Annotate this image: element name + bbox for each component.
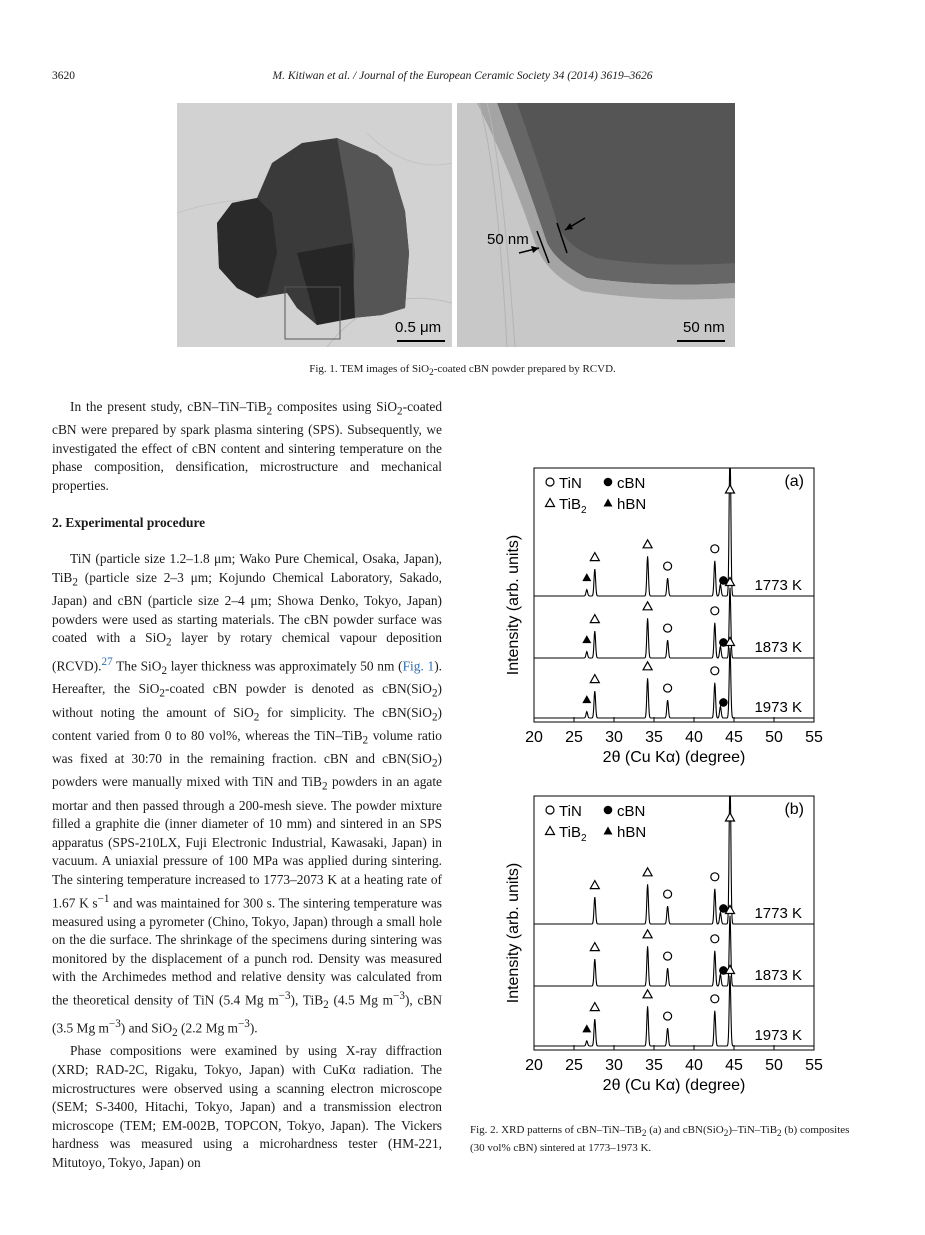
peak-marker: [643, 540, 652, 548]
x-tick-label: 45: [725, 1057, 743, 1074]
peak-marker: [590, 943, 599, 951]
procedure-paragraph-2: Phase compositions were examined by using X-ray diffraction (XRD; RAD-2C, Rigaku, Tokyo, Japan) with CuKα radiation. The microstructures were observed using a scanning electron microscope (SEM; S-3400, Hitachi, Tokyo, Japan) and a transmission electron microscope (TEM; EM-002B, TOPCON, Tokyo, Japan). The Vickers hardness was measured using a microhardness tester (HM-221, Mitutoyo, Tokyo, Japan) on: [52, 1043, 442, 1171]
legend-marker: [604, 478, 613, 487]
x-tick-label: 25: [565, 1057, 583, 1074]
peak-marker: [582, 695, 591, 703]
legend-marker: [546, 499, 555, 507]
peak-marker: [590, 881, 599, 889]
legend-marker: [604, 806, 613, 815]
panel-label: (b): [784, 801, 804, 818]
peak-marker: [711, 607, 719, 615]
legend-label: TiB$_2$: [559, 824, 587, 844]
peak-marker: [643, 868, 652, 876]
peak-marker: [664, 952, 672, 960]
page-number: 3620: [52, 70, 75, 82]
x-tick-label: 55: [805, 1057, 823, 1074]
x-axis-label: 2θ (Cu Kα) (degree): [602, 1077, 746, 1094]
legend-label: cBN: [617, 803, 646, 820]
peak-marker: [711, 873, 719, 881]
peak-marker: [582, 1024, 591, 1032]
series-label: 1873 K: [754, 639, 802, 656]
y-axis-label: Intensity (arb. units): [505, 862, 522, 1004]
x-tick-label: 40: [685, 1057, 703, 1074]
peak-marker: [664, 1012, 672, 1020]
x-tick-label: 35: [645, 729, 663, 746]
x-tick-label: 40: [685, 729, 703, 746]
x-tick-label: 25: [565, 729, 583, 746]
procedure-paragraph-1: TiN (particle size 1.2–1.8 μm; Wako Pure Chemical, Osaka, Japan), TiB$_2$ (particle size 2–3 μm; Kojundo Chemical Laboratory, Sakado, Japan) and cBN (particle size 2–4 μm; Showa Denko, Tokyo, Japan) powders were used as starting materials. The cBN powder surface was coated with a SiO$_2$ layer by rotary chemical vapour deposition (RCVD).$^{27}$ The SiO$_2$ layer thickness was approximately 50 nm (Fig. 1). Hereafter, the SiO$_2$-coated cBN powder is denoted as cBN(SiO$_2$) without noting the amount of SiO$_2$ for simplicity. The cBN(SiO$_2$) content varied from 0 to 80 vol%, whereas the TiN–TiB$_2$ volume ratio was fixed at 30:70 in the remaining fraction. cBN and cBN(SiO$_2$) powders were manually mixed with TiN and TiB$_2$ powders in an agate mortar and then passed through a 200-mesh sieve. The powder mixture filled a graphite die (inner diameter of 10 mm) and sintered in an SPS apparatus (SPS-210LX, Fuji Electronic Industrial, Kawasaki, Japan) in vacuum. A uniaxial pressure of 100 MPa was applied during sintering. The sintering temperature increased to 1773–2073 K at a heating rate of 1.67 K $s^{-1}$ and was maintained for 300 s. The sintering temperature was measured using a pyrometer (Chino, Tokyo, Japan) through a small hole on the die surface. The shrinkage of the specimens during sintering was monitored by the displacement of a punch rod. Density was measured with the Archimedes method and relative density was calculated from the theoretical density of TiN (5.4 Mg $m^{-3}$), TiB$_2$ (4.5 Mg $m^{-3}$), cBN (3.5 Mg $m^{-3}$) and SiO$_2$ (2.2 Mg $m^{-3}$).: [52, 551, 443, 1039]
peak-marker: [643, 602, 652, 610]
panel-label: (a): [784, 473, 804, 490]
x-tick-label: 35: [645, 1057, 663, 1074]
xrd-panel-b: [500, 788, 830, 1118]
xrd-panel-a: [500, 460, 830, 790]
tem-image-right: [457, 103, 735, 347]
peak-marker: [711, 935, 719, 943]
series-label: 1773 K: [754, 577, 802, 594]
x-tick-label: 30: [605, 1057, 623, 1074]
running-header: [0, 70, 925, 86]
peak-marker: [719, 698, 728, 707]
legend-label: hBN: [617, 824, 647, 841]
legend-label: cBN: [617, 475, 646, 492]
legend-marker: [546, 806, 554, 814]
legend-label: hBN: [617, 496, 647, 513]
legend-marker: [546, 478, 554, 486]
peak-marker: [590, 675, 599, 683]
x-tick-label: 30: [605, 729, 623, 746]
peak-marker: [664, 624, 672, 632]
running-title: M. Kitiwan et al. / Journal of the European Ceramic Society 34 (2014) 3619–3626: [272, 70, 653, 82]
x-tick-label: 55: [805, 729, 823, 746]
peak-marker: [711, 995, 719, 1003]
figure2-caption: Fig. 2. XRD patterns of cBN–TiN–TiB$_2$ (a) and cBN(SiO$_2$)–TiN–TiB$_2$ (b) composites (30 vol% cBN) sintered at 1773–1973 K.: [470, 1124, 850, 1155]
peak-marker: [643, 990, 652, 998]
scale-bar-label-left: 0.5 μm: [395, 319, 442, 336]
peak-marker: [664, 890, 672, 898]
peak-marker: [664, 562, 672, 570]
peak-marker: [711, 667, 719, 675]
scale-bar-label-right: 50 nm: [683, 319, 725, 336]
legend-marker: [546, 827, 555, 835]
peak-marker: [590, 1003, 599, 1011]
x-tick-label: 45: [725, 729, 743, 746]
tem-image-left: [177, 103, 452, 347]
peak-marker: [643, 662, 652, 670]
peak-marker: [711, 545, 719, 553]
legend-label: TiN: [559, 475, 582, 492]
series-label: 1873 K: [754, 967, 802, 984]
series-label: 1973 K: [754, 699, 802, 716]
peak-marker: [664, 684, 672, 692]
figure1-caption: Fig. 1. TEM images of SiO$_2$-coated cBN powder prepared by RCVD.: [309, 363, 616, 378]
legend-label: TiN: [559, 803, 582, 820]
series-label: 1773 K: [754, 905, 802, 922]
body-column: [52, 398, 442, 1173]
series-label: 1973 K: [754, 1027, 802, 1044]
x-axis-label: 2θ (Cu Kα) (degree): [602, 749, 746, 766]
peak-marker: [582, 573, 591, 581]
peak-marker: [643, 930, 652, 938]
legend-label: TiB$_2$: [559, 496, 587, 516]
x-tick-label: 50: [765, 1057, 783, 1074]
x-tick-label: 20: [525, 729, 543, 746]
peak-marker: [590, 615, 599, 623]
legend-marker: [604, 499, 613, 507]
peak-marker: [582, 635, 591, 643]
y-axis-label: Intensity (arb. units): [505, 534, 522, 676]
peak-marker: [590, 553, 599, 561]
legend-marker: [604, 827, 613, 835]
x-tick-label: 20: [525, 1057, 543, 1074]
intro-paragraph: In the present study, cBN–TiN–TiB$_2$ composites using SiO$_2$-coated cBN were prepared by spark plasma sintering (SPS). Subsequently, we investigated the effect of cBN content and sintering temperature on the phase composition, densification, microstructure and mechanical properties.: [52, 399, 443, 494]
x-tick-label: 50: [765, 729, 783, 746]
section-heading: 2. Experimental procedure: [52, 514, 206, 530]
thickness-label: 50 nm: [487, 231, 529, 248]
peak-marker: [726, 485, 735, 493]
peak-marker: [726, 813, 735, 821]
